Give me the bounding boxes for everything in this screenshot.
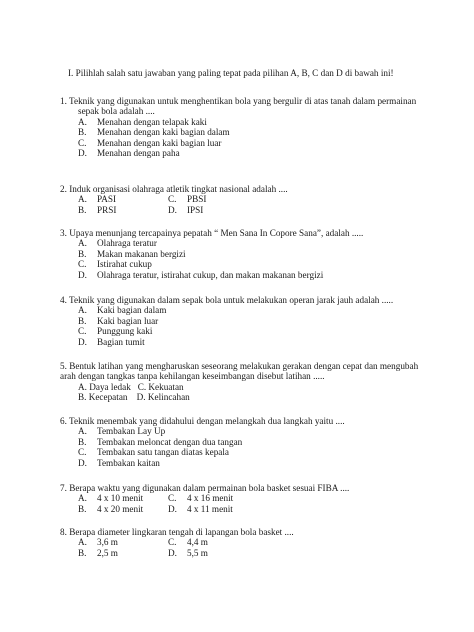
option-letter: D. <box>168 503 177 514</box>
question-stem: 2. Induk organisasi olahraga atletik tingkat nasional adalah .... <box>60 184 288 194</box>
option-d <box>60 458 440 468</box>
question-4 <box>60 295 440 347</box>
option-letter: A. <box>78 116 87 127</box>
question-3 <box>60 228 440 280</box>
question-stem: 5. Bentuk latihan yang mengharuskan seseorang melakukan gerakan dengan cepat dan mengubah <box>60 361 419 371</box>
option-letter: C. <box>168 194 177 205</box>
option-c <box>168 194 258 204</box>
option-c <box>60 138 440 148</box>
option-text: Menahan dengan kaki bagian dalam <box>97 127 230 138</box>
option-a <box>60 194 168 204</box>
option-text: Menahan dengan kaki bagian luar <box>97 137 222 148</box>
option-a <box>60 537 168 547</box>
option-letter: B. <box>78 315 87 326</box>
option-d <box>168 504 258 514</box>
option-letter: B. <box>78 503 87 514</box>
option-letter: D. <box>78 269 87 280</box>
option-b <box>60 548 168 558</box>
option-a <box>60 238 440 248</box>
option-text: Olahraga teratur, istirahat cukup, dan makan makanan bergizi <box>97 269 324 280</box>
question-stem-continued: sepak bola adalah .... <box>78 106 155 117</box>
option-d <box>60 270 440 280</box>
option-c <box>168 493 258 503</box>
option-letter: A. <box>78 493 87 504</box>
option-text: Tembakan satu tangan diatas kepala <box>97 447 230 458</box>
question-8 <box>60 527 440 558</box>
option-letter: D. <box>78 336 87 347</box>
question-stem: 6. Teknik menembak yang didahului dengan melangkah dua langkah yaitu .... <box>60 416 345 426</box>
option-text: PASI <box>97 194 117 205</box>
option-letter: C. <box>78 137 87 148</box>
option-letter: B. <box>78 436 87 447</box>
option-row <box>60 504 440 514</box>
option-text: 4 x 16 menit <box>187 493 234 504</box>
option-letter: C. <box>168 493 177 504</box>
option-b <box>60 437 440 447</box>
question-6 <box>60 416 440 468</box>
option-text: IPSI <box>187 204 204 215</box>
option-letter: B. <box>78 248 87 259</box>
option-letter: A. <box>78 305 87 316</box>
option-row: A. Daya ledak C. Kekuatan <box>78 381 184 392</box>
option-c <box>60 259 440 269</box>
option-b <box>60 504 168 514</box>
option-letter: D. <box>78 148 87 159</box>
option-text: Makan makanan bergizi <box>97 248 186 259</box>
option-a <box>60 493 168 503</box>
option-letter: B. <box>78 547 87 558</box>
option-row: B. Kecepatan D. Kelincahan <box>78 392 190 403</box>
question-2 <box>60 184 440 215</box>
option-text: Menahan dengan telapak kaki <box>97 116 207 127</box>
option-letter: D. <box>168 204 177 215</box>
option-c <box>168 537 258 547</box>
option-a <box>60 117 440 127</box>
option-text: PRSI <box>97 204 117 215</box>
question-stem: 7. Berapa waktu yang digunakan dalam permainan bola basket sesuai FIBA .... <box>60 483 350 493</box>
option-text: Tembakan Lay Up <box>97 426 166 437</box>
option-text: Kaki bagian luar <box>97 315 159 326</box>
option-text: Bagian tumit <box>97 336 145 347</box>
option-letter: A. <box>78 194 87 205</box>
option-text: 4 x 10 menit <box>97 493 144 504</box>
option-a <box>60 305 440 315</box>
option-text: Kaki bagian dalam <box>97 305 167 316</box>
option-letter: A. <box>78 537 87 548</box>
question-stem: 8. Berapa diameter lingkaran tengah di lapangan bola basket .... <box>60 527 294 537</box>
option-row <box>60 493 440 503</box>
option-row <box>60 194 440 204</box>
option-letter: A. <box>78 426 87 437</box>
option-letter: D. <box>78 457 87 468</box>
option-letter: C. <box>78 326 87 337</box>
option-b <box>60 316 440 326</box>
option-row <box>60 205 440 215</box>
option-text: PBSI <box>187 194 207 205</box>
option-text: 4 x 20 menit <box>97 503 144 514</box>
option-b <box>60 249 440 259</box>
option-d <box>60 148 440 158</box>
option-letter: B. <box>78 127 87 138</box>
option-text: 4 x 11 menit <box>187 503 233 514</box>
option-d <box>168 205 258 215</box>
question-7 <box>60 483 440 514</box>
option-text: 3,6 m <box>97 537 118 548</box>
option-text: 4,4 m <box>187 537 208 548</box>
option-text: Istirahat cukup <box>97 259 152 270</box>
option-letter: C. <box>78 447 87 458</box>
option-text: Tembakan kaitan <box>97 457 160 468</box>
option-row <box>60 548 440 558</box>
option-text: 2,5 m <box>97 547 118 558</box>
option-letter: C. <box>78 259 87 270</box>
option-letter: B. <box>78 204 87 215</box>
question-stem: 3. Upaya menunjang tercapainya pepatah “ Men Sana In Copore Sana”, adalah ..... <box>60 228 364 238</box>
option-text: Olahraga teratur <box>97 238 157 249</box>
question-1 <box>60 96 440 158</box>
instruction-text: I. Pilihlah salah satu jawaban yang paling tepat pada pilihan A, B, C dan D di bawah ini! <box>68 68 394 78</box>
option-c <box>60 326 440 336</box>
question-stem: 1. Teknik yang digunakan untuk menghentikan bola yang bergulir di atas tanah dalam permainan <box>60 96 417 106</box>
question-stem: 4. Teknik yang digunakan dalam sepak bola untuk melakukan operan jarak jauh adalah ..... <box>60 295 394 305</box>
option-b <box>60 127 440 137</box>
option-text: 5,5 m <box>187 547 208 558</box>
option-letter: C. <box>168 537 177 548</box>
option-d <box>60 337 440 347</box>
option-letter: D. <box>168 547 177 558</box>
option-b <box>60 205 168 215</box>
question-5 <box>60 361 440 403</box>
question-stem-continued: arah dengan tangkas tanpa kehilangan keseimbangan disebut latihan ..... <box>60 371 325 382</box>
option-a <box>60 426 440 436</box>
option-text: Punggung kaki <box>97 326 153 337</box>
option-text: Menahan dengan paha <box>97 148 180 159</box>
option-d <box>168 548 258 558</box>
option-c <box>60 447 440 457</box>
option-text: Tembakan meloncat dengan dua tangan <box>97 436 243 447</box>
option-row <box>60 537 440 547</box>
option-letter: A. <box>78 238 87 249</box>
